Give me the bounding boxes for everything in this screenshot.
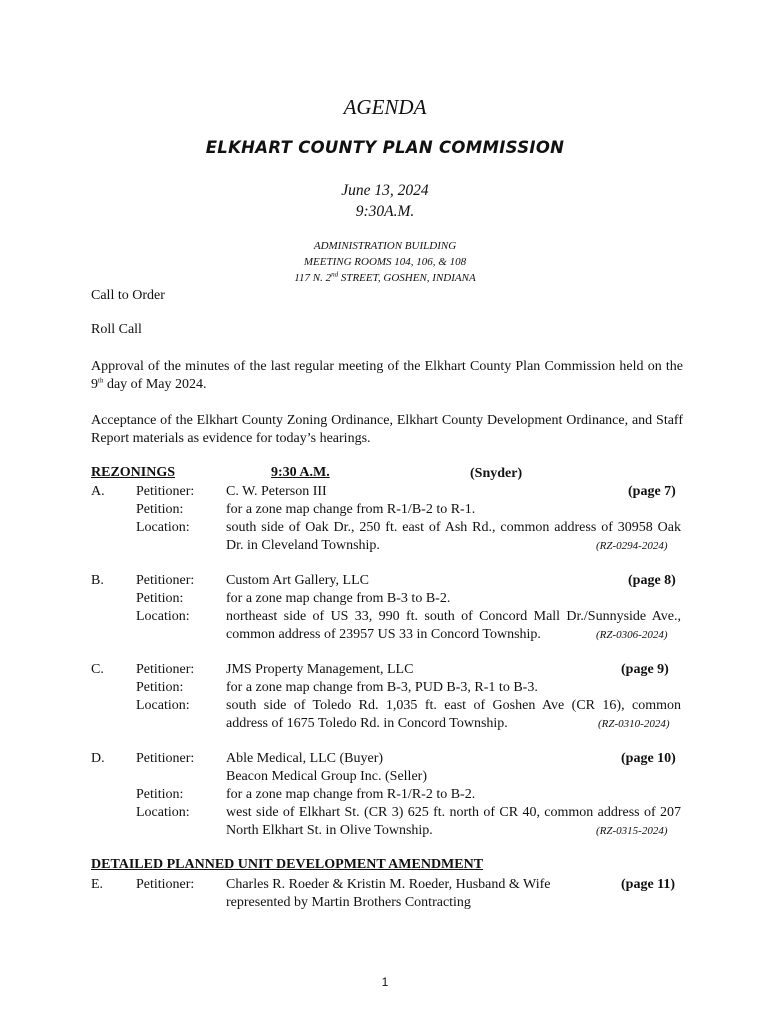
location-text-line-1: south side of Toledo Rd. 1,035 ft. east of Goshen Ave (CR 16), common <box>226 698 681 713</box>
item-letter: B. <box>91 573 104 588</box>
rezonings-presenter: (Snyder) <box>470 466 523 481</box>
case-number: (RZ-0294-2024) <box>596 540 668 552</box>
petition-label: Petition: <box>136 787 184 802</box>
meeting-date: June 13, 2024 <box>341 182 429 199</box>
item-letter: C. <box>91 662 104 677</box>
petition-text: for a zone map change from R-1/R-2 to B-2. <box>226 787 476 802</box>
petitioner-label: Petitioner: <box>136 662 195 677</box>
organization-name: ELKHART COUNTY PLAN COMMISSION <box>205 138 565 157</box>
page-reference: (page 9) <box>621 662 669 677</box>
meeting-address: 117 N. 2nd STREET, GOSHEN, INDIANA <box>294 270 476 284</box>
meeting-rooms: MEETING ROOMS 104, 106, & 108 <box>303 256 467 268</box>
petition-text: for a zone map change from B-3 to B-2. <box>226 591 451 606</box>
location-label: Location: <box>136 805 190 820</box>
rezonings-time: 9:30 A.M. <box>271 465 330 480</box>
acceptance-of-ordinances: Acceptance of the Elkhart County Zoning Ordinance, Elkhart County Development Ordinance, and Staff Report materials as evidence for today’s hearings. <box>91 413 683 446</box>
page-number: 1 <box>381 975 389 989</box>
location-text-line-1: south side of Oak Dr., 250 ft. east of Ash Rd., common address of 30958 Oak <box>226 520 681 535</box>
petitioner-label: Petitioner: <box>136 484 195 499</box>
approval-of-minutes: Approval of the minutes of the last regular meeting of the Elkhart County Plan Commission held on the 9th day of May 2024. <box>91 359 683 392</box>
represented-by: represented by Martin Brothers Contracting <box>226 895 471 910</box>
meeting-time: 9:30A.M. <box>355 203 415 220</box>
call-to-order: Call to Order <box>91 288 165 303</box>
location-label: Location: <box>136 609 190 624</box>
case-number: (RZ-0315-2024) <box>596 825 668 837</box>
page-reference: (page 8) <box>628 573 676 588</box>
petitioner-name: Custom Art Gallery, LLC <box>226 573 369 588</box>
location-text-line-1: northeast side of US 33, 990 ft. south of Concord Mall Dr./Sunnyside Ave., <box>226 609 681 624</box>
roll-call: Roll Call <box>91 322 142 337</box>
location-label: Location: <box>136 698 190 713</box>
page-reference: (page 7) <box>628 484 676 499</box>
item-letter: D. <box>91 751 105 766</box>
item-letter: E. <box>91 877 104 892</box>
petitioner-name-2: Beacon Medical Group Inc. (Seller) <box>226 769 427 784</box>
item-letter: A. <box>91 484 105 499</box>
case-number: (RZ-0310-2024) <box>598 718 670 730</box>
petitioner-name: JMS Property Management, LLC <box>226 662 414 677</box>
petitioner-label: Petitioner: <box>136 877 195 892</box>
rezonings-heading: REZONINGS <box>91 465 176 480</box>
petition-text: for a zone map change from B-3, PUD B-3, R-1 to B-3. <box>226 680 538 695</box>
page-reference: (page 10) <box>621 751 676 766</box>
petitioner-label: Petitioner: <box>136 751 195 766</box>
petition-label: Petition: <box>136 591 184 606</box>
petition-label: Petition: <box>136 680 184 695</box>
petitioner-name: Charles R. Roeder & Kristin M. Roeder, Husband & Wife <box>226 877 551 892</box>
petition-label: Petition: <box>136 502 184 517</box>
meeting-building: ADMINISTRATION BUILDING <box>313 240 457 252</box>
page-reference: (page 11) <box>621 877 676 892</box>
location-text-line-2: common address of 23957 US 33 in Concord Township. <box>226 627 541 642</box>
location-text-line-1: west side of Elkhart St. (CR 3) 625 ft. north of CR 40, common address of 207 <box>226 805 681 820</box>
location-text-line-2: address of 1675 Toledo Rd. in Concord Township. <box>226 716 508 731</box>
petitioner-name: Able Medical, LLC (Buyer) <box>226 751 384 766</box>
location-label: Location: <box>136 520 190 535</box>
agenda-title: AGENDA <box>343 95 427 119</box>
location-text-line-2: Dr. in Cleveland Township. <box>226 538 380 553</box>
case-number: (RZ-0306-2024) <box>596 629 668 641</box>
petition-text: for a zone map change from R-1/B-2 to R-1. <box>226 502 476 517</box>
petitioner-name: C. W. Peterson III <box>226 484 327 499</box>
pud-amendment-heading: DETAILED PLANNED UNIT DEVELOPMENT AMENDMENT <box>91 857 484 872</box>
location-text-line-2: North Elkhart St. in Olive Township. <box>226 823 433 838</box>
petitioner-label: Petitioner: <box>136 573 195 588</box>
